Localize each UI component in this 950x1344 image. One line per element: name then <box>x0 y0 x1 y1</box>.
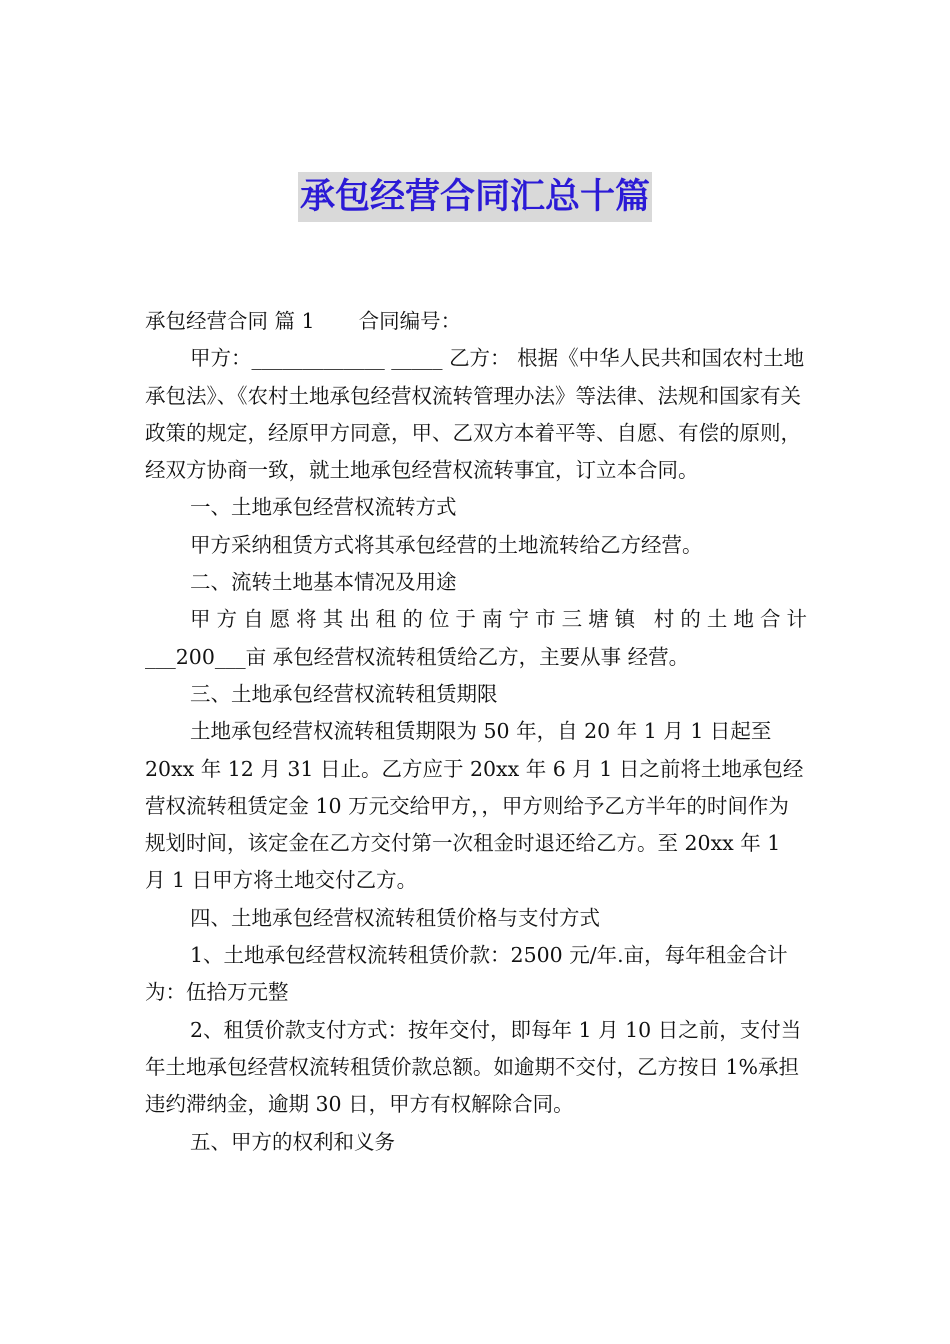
paragraph-payment: 2、租赁价款支付方式：按年交付，即每年 1 月 10 日之前，支付当年土地承包经营权流转租赁价款总额。如逾期不交付，乙方按日 1%承担违约滞纳金，逾期 30 日，甲方有权解除合同。 <box>145 1017 802 1117</box>
document-title-block <box>0 172 950 222</box>
section-heading-4: 四、土地承包经营权流转租赁价格与支付方式 <box>190 905 600 930</box>
document-body <box>145 303 807 1161</box>
paragraph: 甲方采纳租赁方式将其承包经营的土地流转给乙方经营。 <box>190 532 703 557</box>
contract-heading-line <box>145 303 807 340</box>
paragraph-parties: 甲方：_____________ _____ 乙方： 根据《中华人民共和国农村土地承包法》、《农村土地承包经营权流转管理办法》等法律、法规和国家有关政策的规定，经原甲方同意，甲、乙双方本着平等、自愿、有偿的原则，经双方协商一致，就土地承包经营权流转事宜，订立本合同。 <box>145 346 805 483</box>
section-heading-3: 三、土地承包经营权流转租赁期限 <box>190 681 498 706</box>
paragraph-lease-term: 土地承包经营权流转租赁期限为 50 年，自 20 年 1 月 1 日起至 20xx 年 12 月 31 日止。乙方应于 20xx 年 6 月 1 日之前将土地承包经营权流转租赁定金 10 万元交给甲方，，甲方则给予乙方半年的时间作为规划时间，该定金在乙方交付第一次租金时退还给乙方。至 20xx 年 1 月 1 日甲方将土地交付乙方。 <box>145 719 804 893</box>
paragraph-area-line2: ___200___亩 承包经营权流转租赁给乙方，主要从事 经营。 <box>145 644 690 669</box>
contract-heading: 承包经营合同 篇 1 <box>145 309 315 333</box>
party-a-blank: _____________ <box>251 346 385 371</box>
section-heading-5: 五、甲方的权利和义务 <box>190 1129 395 1154</box>
contract-number-label: 合同编号： <box>358 309 462 333</box>
paragraph-area-line1: 甲方自愿将其出租的位于南宁市三塘镇 村的土地合计 <box>190 607 807 632</box>
section-heading-1: 一、土地承包经营权流转方式 <box>190 495 457 520</box>
land-area-amount: 200 <box>175 644 215 669</box>
document-title: 承包经营合同汇总十篇 <box>298 172 652 222</box>
party-a-blank-2: _____ <box>391 346 443 371</box>
paragraph-price: 1、土地承包经营权流转租赁价款：2500 元/年.亩，每年租金合计为：伍拾万元整 <box>145 943 788 1005</box>
section-heading-2: 二、流转土地基本情况及用途 <box>190 570 457 595</box>
